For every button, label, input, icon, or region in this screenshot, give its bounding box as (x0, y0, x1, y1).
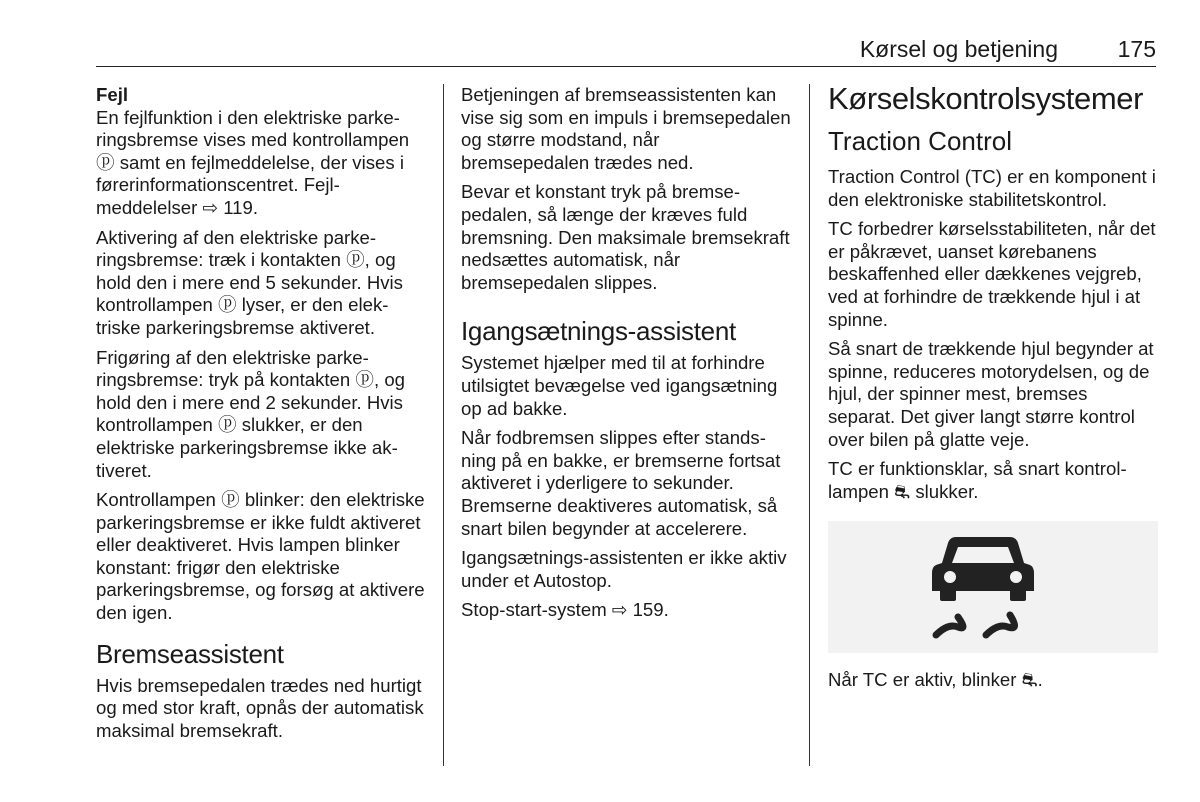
column-left (96, 84, 426, 749)
paragraph: Hvis bremsepedalen trædes ned hurtigt og med stor kraft, opnås der automatisk maksimal bremsekraft. (96, 674, 424, 741)
paragraph: TC er funktionsklar, så snart kontrollampen ⛐ slukker. (828, 458, 1127, 502)
section-heading-traction-control: Traction Control (828, 126, 1012, 156)
column-right (828, 82, 1158, 699)
paragraph: Når TC er aktiv, blinker ⛐. (828, 669, 1043, 691)
traction-control-icon (928, 529, 1038, 645)
paragraph: Kontrollampen ⓟ blinker: den elektriske parkeringsbremse er ikke fuldt aktiveret eller deaktiveret. Hvis lampen blinker konstant: frigør den elektriske parkeringsbremse, og forsøg at aktivere den igen. (96, 489, 425, 624)
paragraph: Så snart de trækkende hjul begynder at spinne, reduceres motorydelsen, og de hjul, der spinner mest, bremses separat. Det giver langt større kontrol over bilen på glatte veje. (828, 338, 1154, 450)
column-divider (809, 84, 810, 766)
paragraph: Aktivering af den elektriske parkeringsbremse: træk i kontakten ⓟ, og hold den i mere end 5 sekunder. Hvis kontrollampen ⓟ lyser, er den elektriske parkeringsbremse aktiveret. (96, 226, 403, 338)
paragraph: En fejlfunktion i den elektriske parkeringsbremse vises med kontrollampen ⓟ samt en fejlmeddelelse, der vises i førerinformationscentret. Fejlmeddelelser ⇨ 119. (96, 106, 410, 218)
paragraph: TC forbedrer kørselsstabiliteten, når det er påkrævet, uanset kørebanens beskaffenhed eller dækkenes vejgreb, ved at forhindre de trækkende hjul i at spinne. (828, 218, 1156, 330)
header-title: Kørsel og betjening (859, 36, 1058, 62)
column-divider (443, 84, 444, 766)
paragraph: Systemet hjælper med til at forhindre utilsigtet bevægelse ved igangsætning op ad bakke. (461, 352, 778, 419)
section-heading-bremseassistent: Bremseassistent (96, 638, 284, 669)
paragraph: Bevar et konstant tryk på bremsepedalen, så længe der kræves fuld bremsning. Den maksimale bremsekraft nedsættes automatisk, når bremsepedalen slippes. (461, 181, 790, 293)
paragraph: Når fodbremsen slippes efter standsning på en bakke, er bremserne fortsat aktiveret i yderligere to sekunder. Bremserne deaktiveres automatisk, så snart bilen begynder at accelerere. (461, 427, 781, 539)
page-number: 175 (1117, 36, 1156, 62)
section-heading-igangsaetning: Igangsætnings-assistent (461, 316, 736, 347)
paragraph: Igangsætnings-assistenten er ikke aktiv under et Autostop. (461, 547, 787, 591)
paragraph: Betjeningen af bremseassistenten kan vise sig som en impuls i bremsepedalen og større modstand, når bremsepedalen trædes ned. (461, 84, 791, 173)
paragraph: Traction Control (TC) er en komponent i den elektroniske stabilitetskontrol. (828, 166, 1156, 210)
chapter-heading: Kørselskontrolsystemer (828, 81, 1144, 116)
column-middle (461, 84, 791, 629)
fejl-heading: Fejl (96, 84, 129, 105)
tc-illustration-panel (828, 521, 1158, 653)
paragraph: Stop-start-system ⇨ 159. (461, 599, 669, 621)
page-header (96, 30, 1156, 67)
paragraph: Frigøring af den elektriske parkeringsbremse: tryk på kontakten ⓟ, og hold den i mere end 2 sekunder. Hvis kontrollampen ⓟ slukker, er den elektriske parkeringsbremse ikke aktiveret. (96, 346, 406, 481)
